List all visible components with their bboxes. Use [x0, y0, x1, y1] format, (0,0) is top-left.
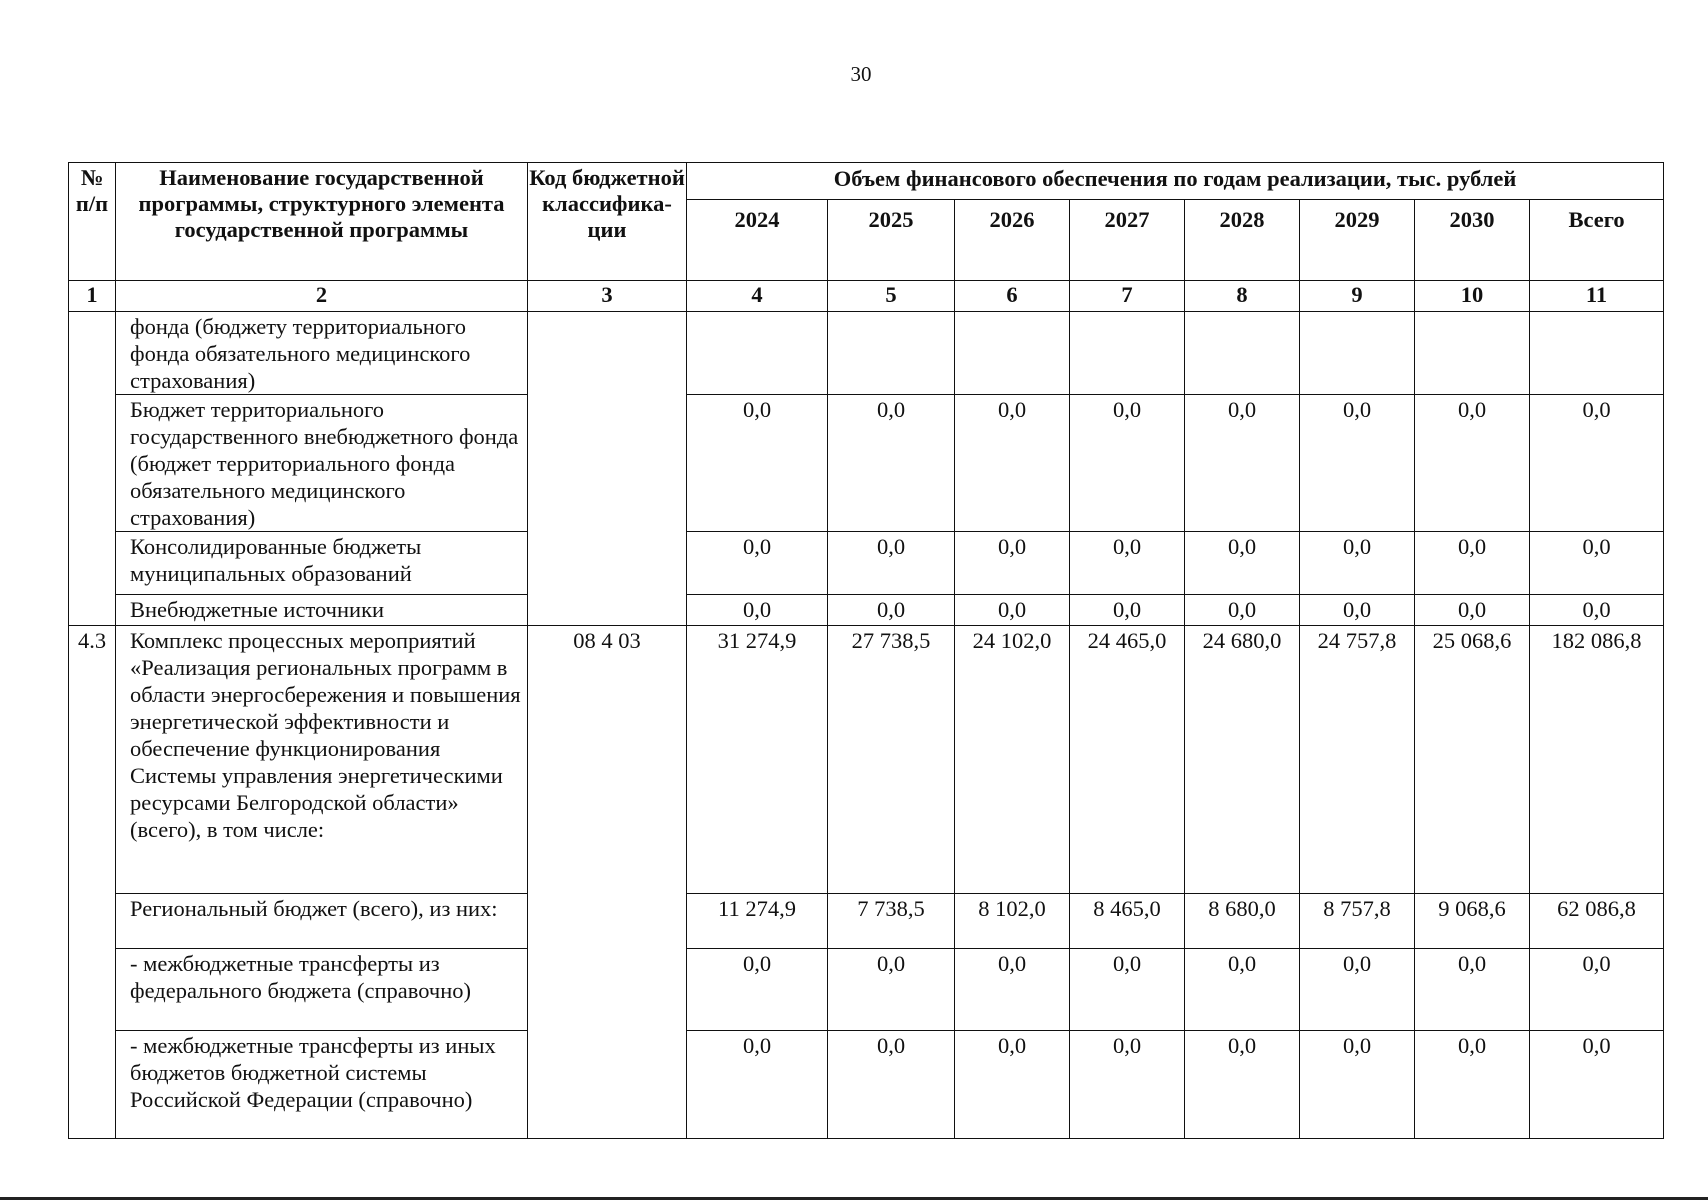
column-index: 7 — [1070, 281, 1185, 312]
value-cell — [687, 312, 828, 395]
column-index: 8 — [1185, 281, 1300, 312]
value-cell — [1185, 312, 1300, 395]
header-num: № п/п — [69, 163, 116, 281]
value-cell: 7 738,5 — [828, 894, 955, 949]
header-total: Всего — [1530, 200, 1664, 281]
page-number: 30 — [850, 62, 872, 86]
code-cell-empty — [528, 312, 687, 626]
value-cell: 62 086,8 — [1530, 894, 1664, 949]
value-cell: 24 102,0 — [955, 626, 1070, 894]
value-cell: 0,0 — [1070, 595, 1185, 626]
value-cell — [1530, 312, 1664, 395]
value-cell: 0,0 — [1530, 595, 1664, 626]
section-code: 08 4 03 — [528, 626, 687, 1139]
row-name: Бюджет территориального государственного внебюджетного фонда (бюджет территориального фонда обязательного медицинского страхования) — [116, 395, 528, 532]
row-name: - межбюджетные трансферты из иных бюджетов бюджетной системы Российской Федерации (справочно) — [116, 1031, 528, 1139]
value-cell: 0,0 — [955, 1031, 1070, 1139]
value-cell: 24 465,0 — [1070, 626, 1185, 894]
value-cell: 0,0 — [1530, 1031, 1664, 1139]
value-cell: 0,0 — [1300, 532, 1415, 595]
value-cell: 0,0 — [1185, 1031, 1300, 1139]
value-cell: 0,0 — [1415, 595, 1530, 626]
value-cell: 0,0 — [687, 1031, 828, 1139]
value-cell: 0,0 — [1070, 949, 1185, 1031]
header-year-2029: 2029 — [1300, 200, 1415, 281]
value-cell: 0,0 — [687, 395, 828, 532]
row-name: Комплекс процессных мероприятий «Реализация региональных программ в области энергосбережения и повышения энергетической эффективности и обеспечение функционирования Системы управления энергетическими ресурсами Белгородской области» (всего), в том числе: — [116, 626, 528, 894]
value-cell: 0,0 — [1185, 595, 1300, 626]
value-cell: 8 102,0 — [955, 894, 1070, 949]
column-index: 11 — [1530, 281, 1664, 312]
header-year-2024: 2024 — [687, 200, 828, 281]
table-row — [69, 1031, 1664, 1139]
value-cell — [1300, 312, 1415, 395]
value-cell: 182 086,8 — [1530, 626, 1664, 894]
value-cell: 0,0 — [1530, 532, 1664, 595]
num-cell-empty — [69, 312, 116, 626]
value-cell: 8 757,8 — [1300, 894, 1415, 949]
value-cell: 0,0 — [1300, 1031, 1415, 1139]
value-cell: 0,0 — [1070, 1031, 1185, 1139]
column-index: 9 — [1300, 281, 1415, 312]
table-row — [69, 395, 1664, 532]
financing-table — [68, 162, 1664, 1139]
row-name: Консолидированные бюджеты муниципальных образований — [116, 532, 528, 595]
table-row — [69, 532, 1664, 595]
value-cell: 0,0 — [828, 1031, 955, 1139]
value-cell: 27 738,5 — [828, 626, 955, 894]
value-cell: 0,0 — [1185, 395, 1300, 532]
header-year-2028: 2028 — [1185, 200, 1300, 281]
table-row — [69, 626, 1664, 894]
header-volume: Объем финансового обеспечения по годам реализации, тыс. рублей — [687, 163, 1664, 200]
value-cell: 25 068,6 — [1415, 626, 1530, 894]
value-cell: 0,0 — [1415, 949, 1530, 1031]
value-cell: 9 068,6 — [1415, 894, 1530, 949]
table-row — [69, 312, 1664, 395]
table-row — [69, 894, 1664, 949]
value-cell: 0,0 — [955, 949, 1070, 1031]
column-index: 2 — [116, 281, 528, 312]
column-index: 4 — [687, 281, 828, 312]
value-cell: 0,0 — [687, 595, 828, 626]
value-cell: 0,0 — [1185, 949, 1300, 1031]
value-cell: 0,0 — [1530, 395, 1664, 532]
value-cell: 0,0 — [828, 949, 955, 1031]
value-cell: 11 274,9 — [687, 894, 828, 949]
value-cell: 0,0 — [955, 595, 1070, 626]
value-cell: 0,0 — [828, 532, 955, 595]
value-cell: 0,0 — [687, 532, 828, 595]
row-name: Региональный бюджет (всего), из них: — [116, 894, 528, 949]
column-index-row — [69, 281, 1664, 312]
value-cell: 0,0 — [1070, 532, 1185, 595]
value-cell: 24 680,0 — [1185, 626, 1300, 894]
value-cell: 0,0 — [1415, 395, 1530, 532]
header-year-2026: 2026 — [955, 200, 1070, 281]
column-index: 3 — [528, 281, 687, 312]
value-cell: 0,0 — [1415, 532, 1530, 595]
row-name: Внебюджетные источники — [116, 595, 528, 626]
section-num: 4.3 — [69, 626, 116, 1139]
value-cell: 8 680,0 — [1185, 894, 1300, 949]
header-year-2030: 2030 — [1415, 200, 1530, 281]
value-cell: 0,0 — [1070, 395, 1185, 532]
header-name: Наименование государственной программы, структурного элемента государственной программы — [116, 163, 528, 281]
value-cell: 24 757,8 — [1300, 626, 1415, 894]
value-cell — [828, 312, 955, 395]
column-index: 10 — [1415, 281, 1530, 312]
value-cell: 0,0 — [1300, 949, 1415, 1031]
value-cell: 31 274,9 — [687, 626, 828, 894]
column-index: 1 — [69, 281, 116, 312]
header-year-2025: 2025 — [828, 200, 955, 281]
value-cell — [955, 312, 1070, 395]
column-index: 6 — [955, 281, 1070, 312]
value-cell: 0,0 — [955, 532, 1070, 595]
table-row — [69, 949, 1664, 1031]
column-index: 5 — [828, 281, 955, 312]
value-cell — [1070, 312, 1185, 395]
value-cell: 0,0 — [955, 395, 1070, 532]
row-name: - межбюджетные трансферты из федерального бюджета (справочно) — [116, 949, 528, 1031]
value-cell: 0,0 — [1530, 949, 1664, 1031]
value-cell: 0,0 — [1185, 532, 1300, 595]
header-code: Код бюджетной классифика-ции — [528, 163, 687, 281]
value-cell: 0,0 — [828, 595, 955, 626]
value-cell: 0,0 — [1300, 595, 1415, 626]
value-cell: 0,0 — [828, 395, 955, 532]
row-name: фонда (бюджету территориального фонда обязательного медицинского страхования) — [116, 312, 528, 395]
value-cell: 8 465,0 — [1070, 894, 1185, 949]
value-cell: 0,0 — [1300, 395, 1415, 532]
table-row — [69, 595, 1664, 626]
header-year-2027: 2027 — [1070, 200, 1185, 281]
value-cell: 0,0 — [687, 949, 828, 1031]
value-cell: 0,0 — [1415, 1031, 1530, 1139]
value-cell — [1415, 312, 1530, 395]
